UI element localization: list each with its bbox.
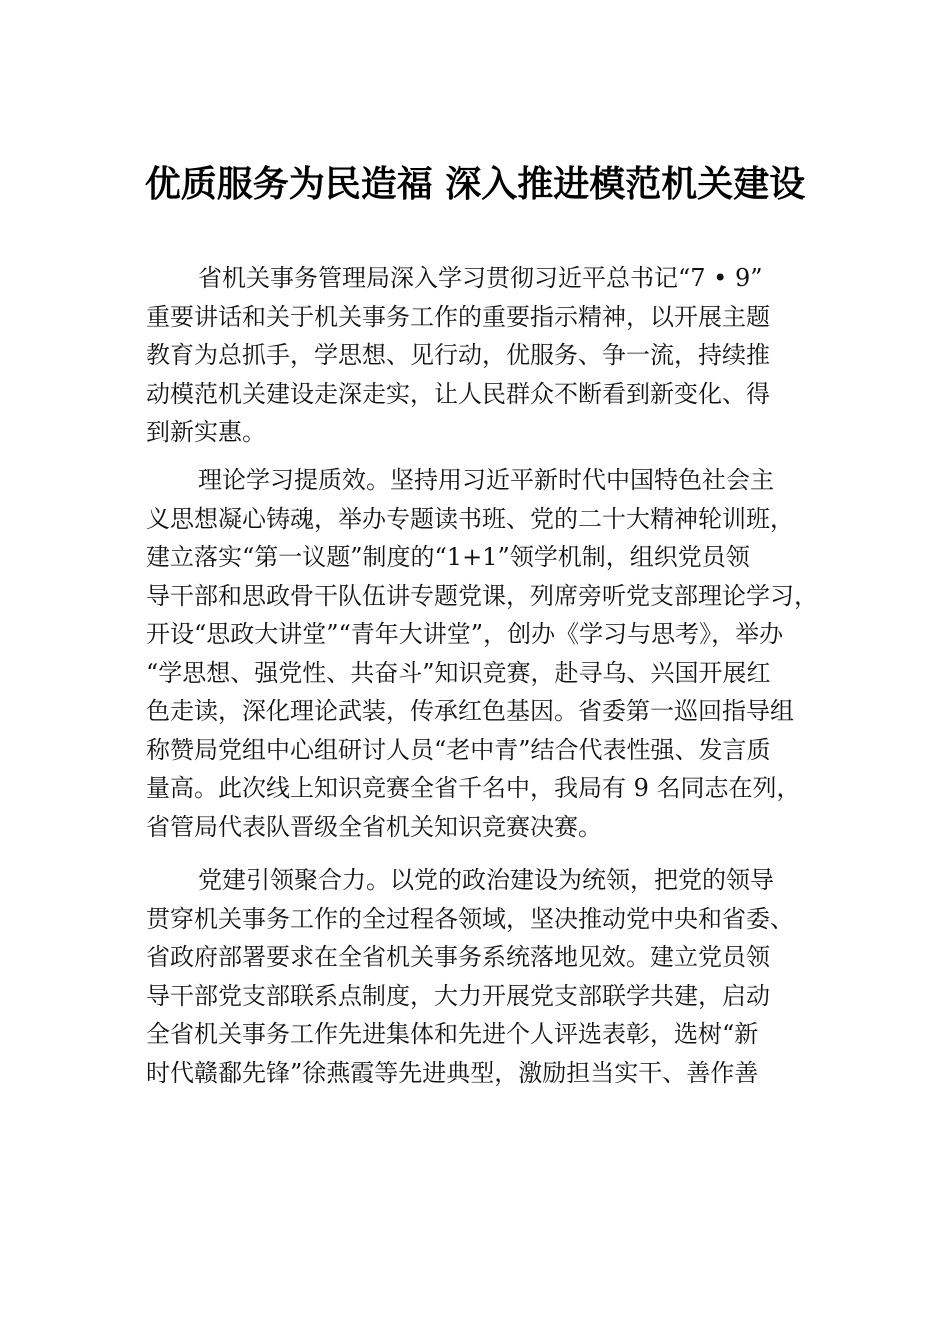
paragraph-line: “学思想、强党性、共奋斗”知识竞赛，赴寻乌、兴国开展红 bbox=[146, 658, 771, 687]
paragraph-line: 动模范机关建设走深走实，让人民群众不断看到新变化、得 bbox=[146, 379, 770, 408]
paragraph-line: 全省机关事务工作先进集体和先进个人评选表彰，选树“新 bbox=[146, 1020, 759, 1048]
paragraph-line: 重要讲话和关于机关事务工作的重要指示精神，以开展主题 bbox=[146, 302, 770, 331]
paragraph-line: 党建引领聚合力。以党的政治建设为统领，把党的领导 bbox=[198, 866, 774, 894]
paragraph-theory-study bbox=[146, 461, 846, 846]
paragraph-line: 导干部和思政骨干队伍讲专题党课，列席旁听党支部理论学习， bbox=[146, 581, 818, 610]
paragraph-line: 时代赣鄱先锋”徐燕霞等先进典型，激励担当实干、善作善 bbox=[146, 1058, 759, 1087]
paragraph-line: 到新实惠。 bbox=[146, 418, 266, 446]
paragraph-line: 省机关事务管理局深入学习贯彻习近平总书记“7 • 9” bbox=[198, 264, 763, 292]
paragraph-line: 称赞局党组中心组研讨人员“老中青”结合代表性强、发言质 bbox=[146, 735, 771, 764]
paragraph-line: 贯穿机关事务工作的全过程各领域，坚决推动党中央和省委、 bbox=[146, 904, 794, 933]
paragraph-line: 理论学习提质效。坚持用习近平新时代中国特色社会主 bbox=[198, 466, 774, 494]
paragraph-line: 义思想凝心铸魂，举办专题读书班、党的二十大精神轮训班， bbox=[146, 504, 794, 533]
paragraph-line: 量高。此次线上知识竞赛全省千名中，我局有 9 名同志在列， bbox=[146, 774, 801, 802]
document-title: 优质服务为民造福 深入推进模范机关建设 bbox=[144, 163, 806, 205]
paragraph-line: 省管局代表队晋级全省机关知识竞赛决赛。 bbox=[146, 812, 602, 841]
paragraph-line: 教育为总抓手，学思想、见行动，优服务、争一流，持续推 bbox=[146, 341, 770, 369]
paragraph-party-building bbox=[146, 861, 846, 1092]
paragraph-line: 色走读，深化理论武装，传承红色基因。省委第一巡回指导组 bbox=[146, 697, 794, 725]
paragraph-intro bbox=[146, 259, 846, 452]
paragraph-line: 开设“思政大讲堂”“青年大讲堂”，创办《学习与思考》，举办 bbox=[146, 620, 784, 648]
paragraph-line: 导干部党支部联系点制度，大力开展党支部联学共建，启动 bbox=[146, 981, 770, 1010]
paragraph-line: 省政府部署要求在全省机关事务系统落地见效。建立党员领 bbox=[146, 943, 770, 971]
paragraph-line: 建立落实“第一议题”制度的“1+1”领学机制，组织党员领 bbox=[146, 543, 750, 571]
